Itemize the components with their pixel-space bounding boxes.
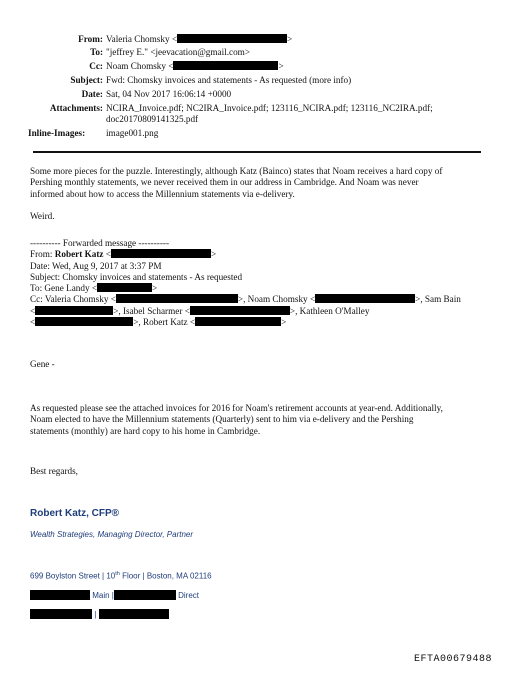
- address-city: Floor | Boston, MA 02116: [119, 571, 212, 581]
- to-label: To:: [90, 47, 103, 57]
- redaction-bar: [97, 283, 152, 292]
- forward-cc-open: <: [30, 305, 36, 316]
- direct-phone-label: Direct: [178, 591, 199, 600]
- redaction-bar: [177, 34, 287, 43]
- attachments-line-2: doc20170809141325.pdf: [106, 114, 199, 124]
- cc-name: Noam Chomsky <: [106, 61, 174, 71]
- redaction-bar: [315, 294, 415, 303]
- forward-cc-2: [30, 306, 486, 317]
- redaction-bar: [111, 249, 211, 258]
- cc-close: >: [278, 61, 284, 71]
- forward-cc-sam: >, Sam Bain: [415, 294, 461, 305]
- from-label: From:: [78, 34, 103, 44]
- redaction-bar: [116, 294, 238, 303]
- from-name: Valeria Chomsky <: [106, 34, 178, 44]
- date-label: Date:: [81, 89, 103, 99]
- redaction-bar: [30, 590, 90, 600]
- redaction-bar: [30, 609, 92, 619]
- message-line-3: statements (monthly) are hard copy to his home in Cambridge.: [30, 425, 261, 436]
- forward-to: [30, 283, 486, 294]
- redaction-bar: [35, 317, 133, 326]
- forward-cc-robert: >, Robert Katz <: [133, 317, 196, 328]
- forward-cc-kathleen: >, Kathleen O'Malley: [289, 305, 370, 316]
- redaction-bar: [99, 609, 169, 619]
- forward-cc-open-2: <: [30, 317, 36, 328]
- subject-label: Subject:: [70, 75, 103, 85]
- redaction-bar: [35, 306, 113, 315]
- intro-line-3: informed about how to access the Millennium statements via e-delivery.: [30, 188, 295, 199]
- forward-date: Date: Wed, Aug 9, 2017 at 3:37 PM: [30, 260, 162, 271]
- message-line-1: As requested please see the attached invoices for 2016 for Noam's retirement accounts at year-end. Additionally,: [30, 403, 443, 413]
- forward-from: [30, 249, 486, 260]
- signature-extra-line: [30, 609, 169, 619]
- forward-from-open: <: [103, 249, 111, 260]
- date-value: Sat, 04 Nov 2017 16:06:14 +0000: [106, 89, 232, 99]
- inline-images-value: image001.png: [106, 128, 159, 138]
- document-id: EFTA00679488: [413, 654, 492, 665]
- forward-to-close: >: [152, 283, 158, 294]
- from-value: [106, 34, 292, 45]
- redaction-bar: [195, 317, 281, 326]
- inline-images-label: Inline-Images:: [28, 128, 86, 138]
- intro-line-2: Pershing monthly statements, we never received them in our address in Cambridge. And Noam was never: [30, 177, 419, 188]
- cc-value: [106, 61, 284, 72]
- forward-from-name: Robert Katz: [54, 249, 104, 260]
- forward-cc-1: [30, 294, 486, 305]
- extra-line-separator: |: [94, 610, 97, 619]
- redaction-bar: [114, 590, 176, 600]
- forward-divider: ---------- Forwarded message ----------: [30, 238, 170, 248]
- attachments-label: Attachments:: [49, 103, 103, 113]
- address-floor-suffix: th: [115, 571, 120, 577]
- forward-to-prefix: To: Gene Landy <: [30, 283, 98, 294]
- signature-title: Wealth Strategies, Managing Director, Partner: [30, 530, 194, 539]
- forward-cc-prefix: Cc: Valeria Chomsky <: [30, 294, 116, 305]
- message-paragraph: [30, 403, 486, 437]
- greeting: Gene -: [30, 359, 55, 369]
- forwarded-block: [30, 238, 486, 328]
- main-phone-label: Main |: [92, 591, 114, 600]
- attachments-line-1: NCIRA_Invoice.pdf; NC2IRA_Invoice.pdf; 123116_NCIRA.pdf; 123116_NC2IRA.pdf;: [106, 103, 433, 113]
- forward-cc-3: [30, 317, 486, 328]
- cc-label: Cc:: [89, 61, 103, 71]
- signature-address: [30, 571, 212, 581]
- forward-from-prefix: From:: [30, 249, 55, 260]
- to-value: "jeffrey E." <jeevacation@gmail.com>: [106, 47, 251, 57]
- weird-line: Weird.: [30, 211, 55, 221]
- forward-cc-noam: >, Noam Chomsky <: [237, 294, 316, 305]
- signature-phones: [30, 590, 199, 600]
- intro-paragraph: [30, 166, 486, 200]
- from-close: >: [287, 34, 293, 44]
- message-line-2: Noam elected to have the Millennium statements (Quarterly) sent to him via e-delivery and the Pershing: [30, 414, 414, 425]
- closing: Best regards,: [30, 466, 78, 476]
- forward-cc-close: >: [281, 317, 287, 328]
- forward-cc-isabel: >, Isabel Scharmer <: [113, 305, 190, 316]
- address-street: 699 Boylston Street | 10: [30, 571, 116, 581]
- redaction-bar: [190, 306, 290, 315]
- intro-line-1: Some more pieces for the puzzle. Interestingly, although Katz (Bainco) states that Noam receives a hard copy of: [30, 166, 443, 176]
- subject-value: Fwd: Chomsky invoices and statements - As requested (more info): [106, 75, 352, 85]
- forward-from-close: >: [210, 249, 217, 260]
- redaction-bar: [173, 61, 278, 70]
- forward-subject: Subject: Chomsky invoices and statements - As requested: [30, 271, 243, 282]
- header-divider: [33, 151, 481, 153]
- signature-name: Robert Katz, CFP®: [30, 508, 120, 519]
